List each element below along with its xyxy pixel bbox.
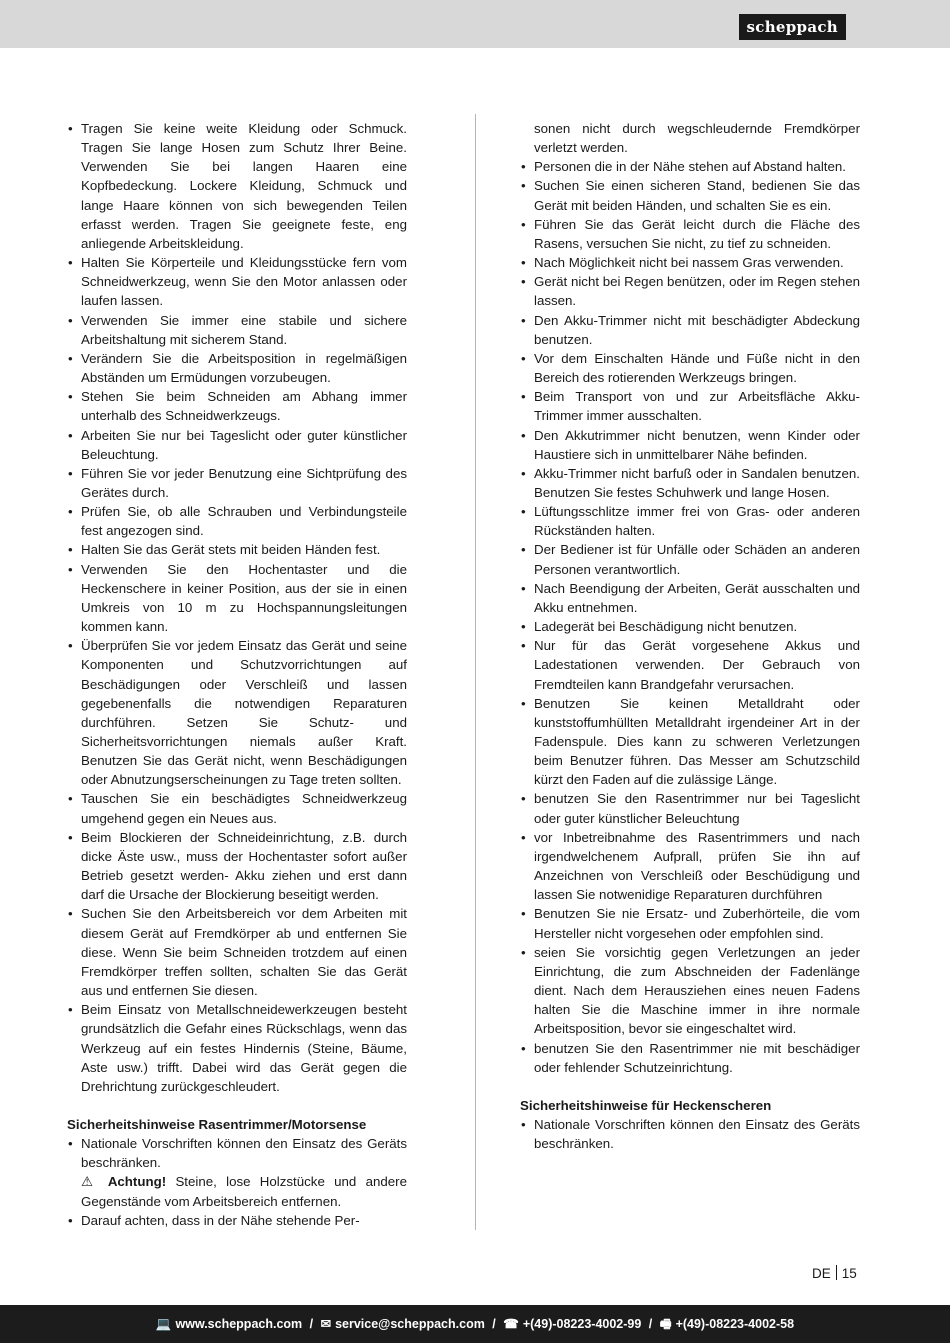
list-item: • benutzen Sie den Rasentrimmer nur bei Tageslicht oder guter künstlicher Beleuchtung xyxy=(520,789,860,827)
list-item: • Verändern Sie die Arbeitsposition in regelmäßigen Abständen um Ermüdungen vorzubeugen. xyxy=(67,349,407,387)
list-item: • Stehen Sie beim Schneiden am Abhang immer unterhalb des Schneidwerkzeugs. xyxy=(67,387,407,425)
right-bullet-list xyxy=(520,119,860,1077)
list-item: • Darauf achten, dass in der Nähe stehende Per- xyxy=(67,1211,407,1230)
list-item: • Verwenden Sie den Hochentaster und die Heckenschere in keiner Position, aus der sie in einen Umkreis von 10 m zu Hochspannungsleitungen kommen kann. xyxy=(67,560,407,637)
footer-bar xyxy=(0,1305,950,1343)
section-heading-rasentrimmer: Sicherheitshinweise Rasentrimmer/Motorsense xyxy=(67,1116,367,1132)
footer-separator: / xyxy=(645,1317,656,1331)
list-item: • Führen Sie das Gerät leicht durch die Fläche des Rasens, versuchen Sie nicht, zu tief zu schneiden. xyxy=(520,215,860,253)
warning-label: Achtung! xyxy=(107,1174,167,1190)
list-item: • Ladegerät bei Beschädigung nicht benutzen. xyxy=(520,617,860,636)
list-item: • Akku-Trimmer nicht barfuß oder in Sandalen benutzen. Benutzen Sie festes Schuhwerk und lange Hosen. xyxy=(520,464,860,502)
footer-separator: / xyxy=(488,1317,500,1331)
list-item: • Personen die in der Nähe stehen auf Abstand halten. xyxy=(520,157,860,176)
list-item: • Führen Sie vor jeder Benutzung eine Sichtprüfung des Gerätes durch. xyxy=(67,464,407,502)
list-item: • Beim Blockieren der Schneideinrichtung, z.B. durch dicke Äste usw., muss der Hochentaster sofort außer Betrieb gesetzt werden- Akku ziehen und erst dann darf die Ursache der Blockierung beseitigt werden. xyxy=(67,828,407,905)
list-item: • Beim Transport von und zur Arbeitsfläche Akku-Trimmer immer ausschalten. xyxy=(520,387,860,425)
list-item: • Nur für das Gerät vorgesehene Akkus und Ladestationen verwenden. Der Gebrauch von Fremdteilen kann Brandgefahr verursachen. xyxy=(520,636,860,693)
page-number-separator xyxy=(836,1265,837,1280)
language-code: DE xyxy=(812,1266,831,1281)
list-item: • Benutzen Sie nie Ersatz- und Zuberhörteile, die vom Hersteller nicht vorgesehen oder empfohlen sind. xyxy=(520,904,860,942)
list-item: • Benutzen Sie keinen Metalldraht oder kunststoffumhüllten Metalldraht irgendeiner Art in der Fadenspule. Dies kann zu schweren Verletzungen beim Benutzer führen. Das Messer am Schutzschild kürzt den Faden auf die zulässige Länge. xyxy=(520,694,860,790)
left-bullet-list xyxy=(67,119,407,1096)
fax-icon: 🖷 xyxy=(659,1317,672,1331)
list-item: • Der Bediener ist für Unfälle oder Schäden an anderen Personen verantwortlich. xyxy=(520,540,860,578)
warning-note xyxy=(67,1172,407,1210)
phone-icon: ☎ xyxy=(503,1317,519,1331)
list-item: • Nationale Vorschriften können den Einsatz des Geräts beschränken. xyxy=(520,1115,860,1153)
list-item: • Halten Sie das Gerät stets mit beiden Händen fest. xyxy=(67,540,407,559)
footer-fax: +(49)-08223-4002-58 xyxy=(675,1317,795,1331)
list-item: • Gerät nicht bei Regen benützen, oder im Regen stehen lassen. xyxy=(520,272,860,310)
footer-separator: / xyxy=(306,1317,317,1331)
list-item: • Halten Sie Körperteile und Kleidungsstücke fern vom Schneidwerkzeug, wenn Sie den Motor anlassen oder laufen lassen. xyxy=(67,253,407,310)
list-item: • Den Akkutrimmer nicht benutzen, wenn Kinder oder Haustiere sich in unmittelbarer Nähe befinden. xyxy=(520,426,860,464)
list-item: • Nationale Vorschriften können den Einsatz des Geräts beschränken. xyxy=(67,1134,407,1172)
heckenscheren-list xyxy=(520,1115,860,1153)
list-item-continuation: sonen nicht durch wegschleudernde Fremdkörper verletzt werden. xyxy=(534,121,860,156)
list-item: • Überprüfen Sie vor jedem Einsatz das Gerät und seine Komponenten und Schutzvorrichtungen auf Beschädigungen oder Verschleiß und lassen gegebenenfalls die notwendigen Reparaturen durchführen. Setzen Sie Schutz- und Sicherheitsvorrichtungen niemals außer Kraft. Benutzen Sie das Gerät nicht, wenn Beschädigungen oder Abnutzungserscheinungen zu Tage treten sollten. xyxy=(67,636,407,789)
section-heading-heckenscheren: Sicherheitshinweise für Heckenscheren xyxy=(520,1097,772,1113)
page-number-value: 15 xyxy=(841,1266,857,1281)
list-item: • Beim Einsatz von Metallschneidewerkzeugen besteht grundsätzlich die Gefahr eines Rückschlags, wenn das Werkzeug auf ein festes Hindernis (Steine, Bäume, Aste usw.) trifft. Dabei wird das Gerät gegen die Drehrichtung zurückgeschleudert. xyxy=(67,1000,407,1096)
footer-phone[interactable]: +(49)-08223-4002-99 xyxy=(522,1317,642,1331)
computer-icon: 💻 xyxy=(155,1317,172,1331)
list-item: • Lüftungsschlitze immer frei von Gras- oder anderen Rückständen halten. xyxy=(520,502,860,540)
list-item: • Nach Beendigung der Arbeiten, Gerät ausschalten und Akku entnehmen. xyxy=(520,579,860,617)
column-divider xyxy=(475,114,476,1230)
list-item: • Nach Möglichkeit nicht bei nassem Gras verwenden. xyxy=(520,253,860,272)
brand-logo: scheppach xyxy=(739,14,846,40)
warning-text: Steine, lose Holzstücke und andere Gegenstände vom Arbeitsbereich entfernen. xyxy=(81,1174,407,1209)
list-item: • Den Akku-Trimmer nicht mit beschädigter Abdeckung benutzen. xyxy=(520,311,860,349)
list-item: • Suchen Sie den Arbeitsbereich vor dem Arbeiten mit diesem Gerät auf Fremdkörper ab und entfernen Sie diese. Wenn Sie beim Schneiden trotzdem auf einen Fremdkörper treffen sollten, schalten Sie das Gerät aus und entfernen Sie diesen. xyxy=(67,904,407,1000)
right-column xyxy=(520,119,860,1153)
rasentrimmer-list xyxy=(67,1134,407,1230)
list-item: • Arbeiten Sie nur bei Tageslicht oder guter künstlicher Beleuchtung. xyxy=(67,426,407,464)
list-item: • Suchen Sie einen sicheren Stand, bedienen Sie das Gerät mit beiden Händen, und schalten Sie es ein. xyxy=(520,176,860,214)
left-column xyxy=(67,119,407,1230)
list-item: • Tragen Sie keine weite Kleidung oder Schmuck. Tragen Sie lange Hosen zum Schutz Ihrer Beine. Verwenden Sie bei langen Haaren eine Kopfbedeckung. Lockere Kleidung, Schmuck und lange Haare können von sich bewegenden Teilen erfasst werden. Tragen Sie geeignete feste, eng anliegende Arbeitskleidung. xyxy=(67,119,407,253)
list-item: • Tauschen Sie ein beschädigtes Schneidwerkzeug umgehend gegen ein Neues aus. xyxy=(67,789,407,827)
list-item: • seien Sie vorsichtig gegen Verletzungen an jeder Einrichtung, die zum Abschneiden der Fadenlänge dient. Nach dem Herausziehen eines neuen Fadens halten Sie die Maschine immer in ihre normale Arbeitsposition, bevor sie eingeschaltet wird. xyxy=(520,943,860,1039)
list-item: • Prüfen Sie, ob alle Schrauben und Verbindungsteile fest angezogen sind. xyxy=(67,502,407,540)
footer-website[interactable]: www.scheppach.com xyxy=(175,1317,303,1331)
footer-email[interactable]: service@scheppach.com xyxy=(335,1317,485,1331)
warning-icon: ⚠ xyxy=(81,1174,99,1190)
list-item: • Verwenden Sie immer eine stabile und sichere Arbeitshaltung mit sicherem Stand. xyxy=(67,311,407,349)
list-item: • benutzen Sie den Rasentrimmer nie mit beschädiger oder fehlender Schutzeinrichtung. xyxy=(520,1039,860,1077)
list-item: • vor Inbetreibnahme des Rasentrimmers und nach irgendwelchenem Aufprall, prüfen Sie ihn auf Anzeichnen von Verschleiß oder Beschüdigung und lassen Sie notwenidige Reparaturen durchführen xyxy=(520,828,860,905)
mail-icon: ✉ xyxy=(320,1317,332,1331)
page-number xyxy=(812,1265,857,1281)
list-item: • Vor dem Einschalten Hände und Füße nicht in den Bereich des rotierenden Werkzeugs bringen. xyxy=(520,349,860,387)
